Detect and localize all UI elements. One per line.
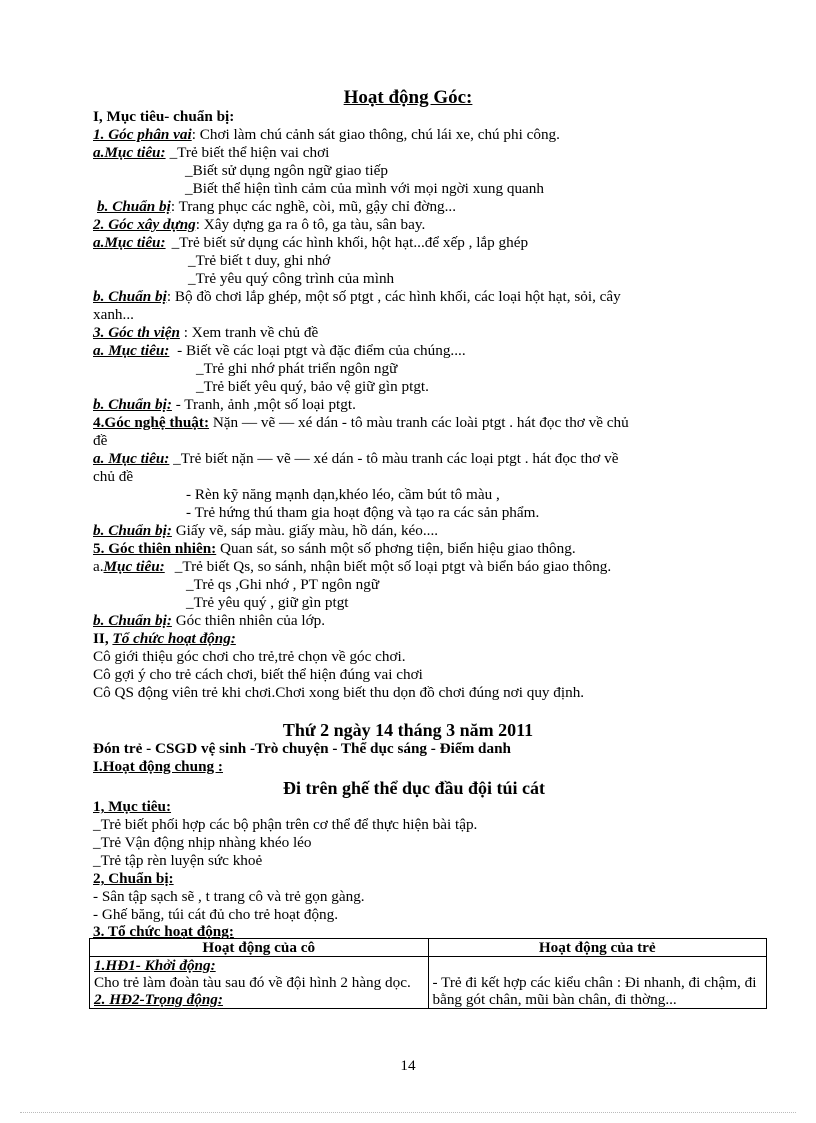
child-text: - Trẻ đi kết hợp các kiểu chân : Đi nhanh, đi chậm, đi bằng gót chân, mũi bàn chân, đi thờng... (432, 974, 757, 1008)
corner-label: 1. Góc phân vai (93, 126, 192, 143)
objective-text: _Trẻ biết nặn — vẽ — xé dán - tô màu tranh các loại ptgt . hát đọc thơ về (169, 450, 619, 467)
preparation-line (93, 612, 325, 629)
corner-label: 3. Góc th viện (93, 324, 180, 341)
objective-label: a. Mục tiêu: (93, 342, 170, 359)
organization-line: Cô QS động viên trẻ khi chơi.Chơi xong biết thu dọn đồ chơi đúng nơi quy định. (93, 684, 585, 701)
corner-label: 2. Góc xây dựng (93, 216, 196, 233)
page-number: 14 (400, 1057, 416, 1074)
hd1-text: Cho trẻ làm đoàn tàu sau đó về đội hình 2 hàng dọc. (94, 974, 411, 991)
objective-line (93, 234, 528, 251)
objective-label: a. Mục tiêu: (93, 450, 170, 467)
preparation-label: b. Chuẩn bị: (93, 396, 172, 413)
section-title: Tổ chức hoạt động: (112, 630, 236, 647)
objective-line (93, 450, 618, 467)
objective-label: Mục tiêu: (103, 558, 165, 575)
goal-item: _Trẻ tập rèn luyện sức khoẻ (93, 852, 263, 869)
preparation-text-cont: xanh... (93, 306, 134, 323)
objective-line (93, 342, 466, 359)
goal-item: _Trẻ biết phối hợp các bộ phận trên cơ thể để thực hiện bài tập. (93, 816, 478, 833)
objective-label: a.Mục tiêu: (93, 234, 166, 251)
preparation-line (93, 522, 438, 539)
objective-item: _Trẻ ghi nhớ phát triển ngôn ngữ (196, 360, 398, 377)
organization-line: Cô giới thiệu góc chơi cho trẻ,trẻ chọn về góc chơi. (93, 648, 406, 665)
corner-text: Quan sát, so sánh một số phơng tiện, biển hiệu giao thông. (216, 540, 576, 557)
preparation-text: Giấy vẽ, sáp màu. giấy màu, hồ dán, kéo.... (171, 522, 439, 539)
corner-role-play (93, 126, 560, 143)
preparation-text: - Tranh, ảnh ,một số loại ptgt. (171, 396, 356, 413)
corner-art (93, 414, 629, 431)
daily-routine: Đón trẻ - CSGD vệ sinh -Trò chuyện - Thể dục sáng - Điểm danh (93, 740, 511, 757)
objective-item: _Trẻ biết thể hiện vai chơi (169, 144, 330, 161)
preparation-label: b. Chuẩn bị: (93, 522, 172, 539)
header-teacher: Hoạt động của cô (90, 939, 429, 957)
hd2-label: 2. HĐ2-Trọng động: (94, 991, 223, 1008)
hd1-label: 1.HĐ1- Khởi động: (94, 957, 216, 974)
prep-item: - Sân tập sạch sẽ , t trang cô và trẻ gọn gàng. (93, 888, 365, 905)
objective-text-cont: chủ đề (93, 468, 134, 485)
corner-text: : Chơi làm chú cảnh sát giao thông, chú lái xe, chú phi công. (191, 126, 560, 143)
objective-item: _Biết thể hiện tình cảm của mình với mọi ngời xung quanh (185, 180, 544, 197)
objective-item: _Trẻ biết t duy, ghi nhớ (188, 252, 331, 269)
day-title: Thứ 2 ngày 14 tháng 3 năm 2011 (282, 720, 534, 740)
organization-line: Cô gợi ý cho trẻ cách chơi, biết thể hiện đúng vai chơi (93, 666, 423, 683)
corner-construction (93, 216, 425, 233)
objective-item: - Trẻ hứng thú tham gia hoạt động và tạo ra các sản phẩm. (186, 504, 540, 521)
objective-item: _Trẻ biết Qs, so sánh, nhận biết một số loại ptgt và biển báo giao thông. (174, 558, 612, 575)
preparation-text: : Trang phục các nghề, còi, mũ, gậy chỉ đờng... (170, 198, 457, 215)
goal-item: _Trẻ Vận động nhịp nhàng khéo léo (93, 834, 312, 851)
org-heading: 3. Tổ chức hoạt động: (93, 923, 234, 940)
corner-nature (93, 540, 576, 557)
objective-label: a.Mục tiêu: (93, 144, 166, 161)
teacher-cell (90, 957, 429, 1009)
page-bottom-divider (20, 1112, 796, 1113)
table-row (90, 957, 767, 1009)
objective-prefix: a. (93, 558, 104, 575)
objective-item: _Trẻ biết sử dụng các hình khối, hột hạt...để xếp , lắp ghép (171, 234, 529, 251)
table-header-row (90, 939, 767, 957)
header-child: Hoạt động của trẻ (428, 939, 767, 957)
corner-text-cont: đề (93, 432, 108, 449)
objective-item: - Rèn kỹ năng mạnh dạn,khéo léo, cầm bút tô màu , (186, 486, 500, 503)
objective-item: _Trẻ biết yêu quý, bảo vệ giữ gìn ptgt. (196, 378, 429, 395)
preparation-line (97, 198, 456, 215)
preparation-label: b. Chuẩn bị: (93, 612, 172, 629)
objective-line (93, 558, 611, 575)
corner-label: 5. Góc thiên nhiên: (93, 540, 217, 557)
objective-line (93, 144, 329, 161)
preparation-text: : Bộ đồ chơi lắp ghép, một số ptgt , các hình khối, các loại hột hạt, sỏi, cây (166, 288, 621, 305)
objective-item: _Trẻ yêu quý công trình của mình (188, 270, 395, 287)
corner-text: Nặn — vẽ — xé dán - tô màu tranh các loài ptgt . hát đọc thơ về chủ (209, 414, 629, 431)
goal-heading: 1, Mục tiêu: (93, 798, 172, 815)
objective-item: _Trẻ yêu quý , giữ gìn ptgt (186, 594, 349, 611)
prep-item: - Ghế băng, túi cát đủ cho trẻ hoạt động. (93, 906, 339, 923)
objective-item: _Biết sử dụng ngôn ngữ giao tiếp (185, 162, 388, 179)
preparation-text: Góc thiên nhiên của lớp. (171, 612, 326, 629)
preparation-label: b. Chuẩn bị (93, 288, 167, 305)
preparation-line (93, 288, 621, 305)
objective-item: - Biết về các loại ptgt và đặc điểm của chúng.... (173, 342, 466, 359)
page-title: Hoạt động Góc: (343, 87, 473, 108)
prep-heading: 2, Chuẩn bị: (93, 870, 174, 887)
activity-heading: I.Hoạt động chung : (93, 758, 223, 775)
section-heading-objectives: I, Mục tiêu- chuẩn bị: (93, 108, 235, 125)
preparation-label: b. Chuẩn bị (97, 198, 171, 215)
corner-label: 4.Góc nghệ thuật: (93, 414, 210, 431)
activity-title: Đi trên ghế thể dục đầu đội túi cát (282, 778, 545, 798)
corner-text: : Xem tranh về chủ đề (179, 324, 319, 341)
section-number: II, (93, 630, 113, 647)
objective-item: _Trẻ qs ,Ghi nhớ , PT ngôn ngữ (186, 576, 380, 593)
activity-table (89, 938, 767, 1009)
section-heading-organization (93, 630, 236, 647)
corner-text: : Xây dựng ga ra ô tô, ga tàu, sân bay. (195, 216, 426, 233)
child-cell (428, 957, 767, 1009)
corner-library (93, 324, 318, 341)
preparation-line (93, 396, 356, 413)
